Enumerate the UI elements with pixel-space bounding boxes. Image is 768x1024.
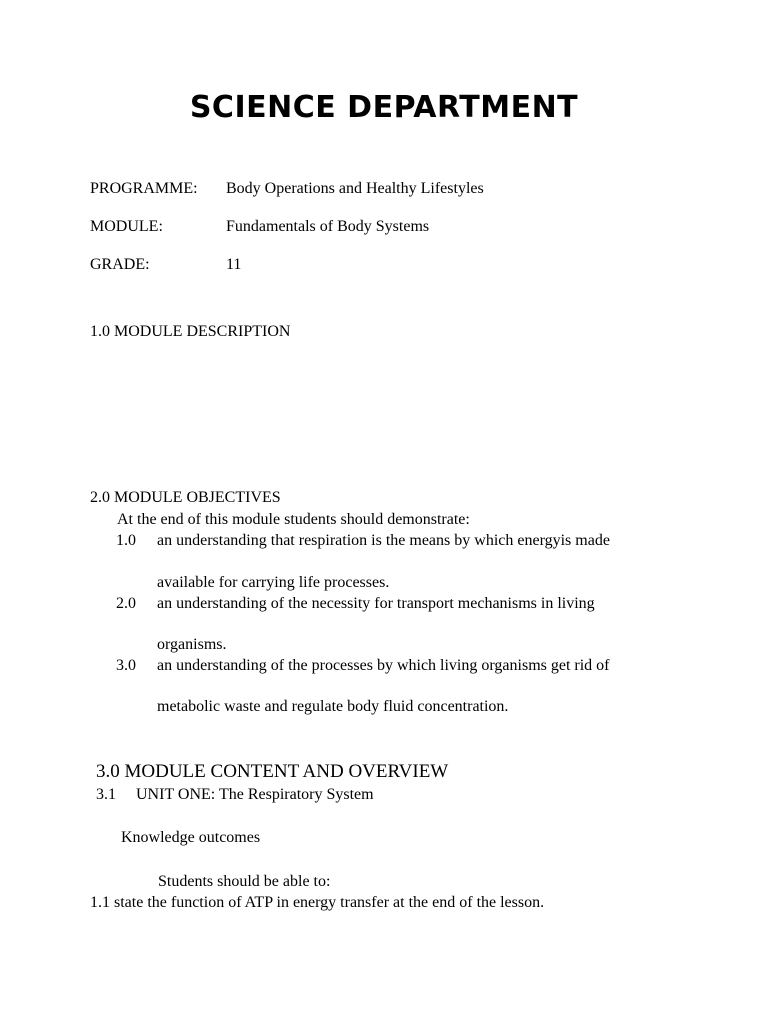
objective-number: 3.0 (116, 657, 136, 674)
students-able-text: Students should be able to: (158, 873, 331, 890)
outcome-item: 1.1 state the function of ATP in energy transfer at the end of the lesson. (90, 894, 545, 911)
module-label: MODULE: (90, 218, 163, 235)
module-description-heading: 1.0 MODULE DESCRIPTION (90, 323, 291, 340)
grade-value: 11 (226, 256, 242, 273)
objective-line: an understanding of the necessity for transport mechanisms in living (157, 595, 595, 612)
objective-line: organisms. (157, 636, 227, 653)
module-objectives-heading: 2.0 MODULE OBJECTIVES (90, 489, 281, 506)
objective-number: 1.0 (116, 532, 136, 549)
page-title: SCIENCE DEPARTMENT (189, 90, 579, 125)
grade-label: GRADE: (90, 256, 150, 273)
objective-line: an understanding that respiration is the means by which energyis made (157, 532, 610, 549)
programme-label: PROGRAMME: (90, 180, 198, 197)
unit-one-heading: 3.1 UNIT ONE: The Respiratory System (96, 786, 374, 803)
objective-line: an understanding of the processes by which living organisms get rid of (157, 657, 610, 674)
module-content-heading: 3.0 MODULE CONTENT AND OVERVIEW (96, 761, 449, 782)
module-value: Fundamentals of Body Systems (226, 218, 430, 235)
objective-line: metabolic waste and regulate body fluid concentration. (157, 698, 509, 715)
knowledge-outcomes-heading: Knowledge outcomes (121, 829, 261, 846)
objectives-intro: At the end of this module students should demonstrate: (117, 511, 470, 528)
objective-line: available for carrying life processes. (157, 574, 390, 591)
objective-number: 2.0 (116, 595, 136, 612)
programme-value: Body Operations and Healthy Lifestyles (226, 180, 484, 197)
